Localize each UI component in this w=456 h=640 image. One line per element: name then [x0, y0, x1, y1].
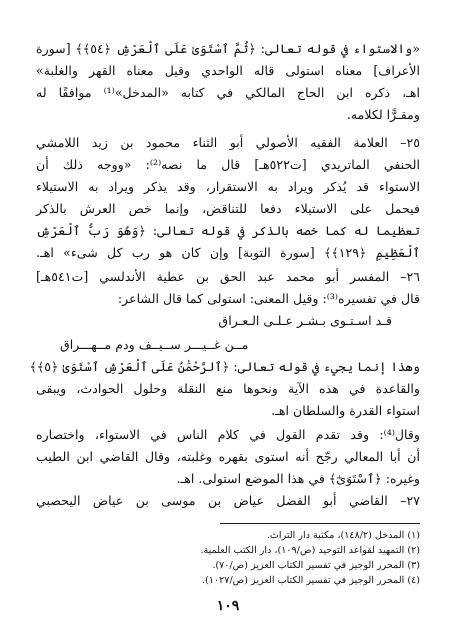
footnote: (٤) المحرر الوجيز في تفسير الكتاب العزيز (ص/١٠٢٧).	[202, 575, 420, 586]
text-line: أن أبا المعالي رجّح أنه استوى بقهره وغلبته، وقال القاضي ابن الطيب	[36, 449, 420, 464]
text-line: استواء القدرة والسلطان اهـ.	[271, 403, 420, 418]
text-line: الاستواء قد يُذكر ويراد به الاستقرار، وقد يذكر ويراد به الاستيلاء	[36, 179, 420, 194]
text-line: وهذا إنما يجيء في قوله تعالى: ﴿ٱلرَّحْمَٰنُ عَلَى ٱلْعَرْشِ ٱسْتَوَىٰ ﴿٥﴾﴾	[29, 359, 420, 374]
text-line: والقاعدة في هذه الآية ونحوها منع النقلة وحلول الحوادث، ويبقى	[36, 381, 420, 396]
text-line: ٢٧– القاضي أبو الفضل عياض بن موسى بن عياض اليحصبي	[36, 493, 420, 508]
text-line: ٱلْعَظِيمِ ﴿١٢٩﴾﴾ [سورة التوبة] وإن كان هو رب كل شىء» اهـ.	[36, 245, 420, 260]
poem-hemistich-2: مــن غــيـــر ســيــف ودم مــهـــراق	[60, 337, 249, 352]
text-line: اهـ، ذكره ابن الحاج المالكي في كتابه «المدخل»⁽¹⁾ موافقًا له	[36, 85, 421, 100]
text-line: وغيره: ﴿ٱسْتَوَىٰٓ﴾ في هذا الموضع استولى. اهـ.	[176, 471, 420, 486]
text-line: وقال⁽⁴⁾: وقد تقدم القول في كلام الناس في الاستواء، واختصاره	[36, 427, 420, 442]
text-line: ومقـرًّا لكلامه.	[346, 107, 420, 122]
footnote: (١) المدخل (١٤٨/٢)، مكتبة دار التراث.	[266, 530, 420, 541]
text-line: «والاستواء في قوله تعالى: ﴿ثُمَّ ٱسْتَوَىٰ عَلَى ٱلْعَرْشِ ﴿٥٤﴾﴾ [سورة	[36, 41, 421, 56]
text-line: تعظيما له كما خصه بالذكر في قوله تعالى: ﴿وَهُوَ رَبُّ ٱلْعَرْشِ	[36, 223, 420, 238]
text-line: الحنفي الماتريدي [ت٥٢٢هـ] قال ما نصه⁽²⁾: «ووجه ذلك أن	[36, 157, 421, 172]
text-line: ٢٦– المفسر أبو محمد عبد الحق بن عطية الأندلسي [ت٥٤١هـ]	[36, 269, 420, 284]
poem-hemistich-1: قـد اسـتـوى بـشـر عـلـى الـعـراق	[218, 313, 392, 328]
footnote: (٢) التمهيد لقواعد التوحيد (ص/١٠٩)، دار الكتب العلمية.	[200, 545, 420, 556]
text-line: قال في تفسيره⁽³⁾: وقيل المعنى: استولى كما قال الشاعر:	[117, 291, 420, 306]
footnote: (٣) المحرر الوجيز في تفسير الكتاب العزيز (ص/٧٠).	[212, 560, 420, 571]
text-line: فيحمل على الاستيلاء دفعا للتناقض، وإنما خص العرش بالذكر	[36, 201, 420, 216]
page-number: ١٠٩	[216, 598, 240, 614]
footnote-separator	[220, 523, 420, 524]
text-line: الأعراف] معناه استولى قاله الواحدي وقيل معناه القهر والغلبة»	[36, 63, 420, 78]
text-line: ٢٥– العلامة الفقيه الأصولي أبو الثناء محمود بن زيد اللامشي	[36, 135, 420, 150]
